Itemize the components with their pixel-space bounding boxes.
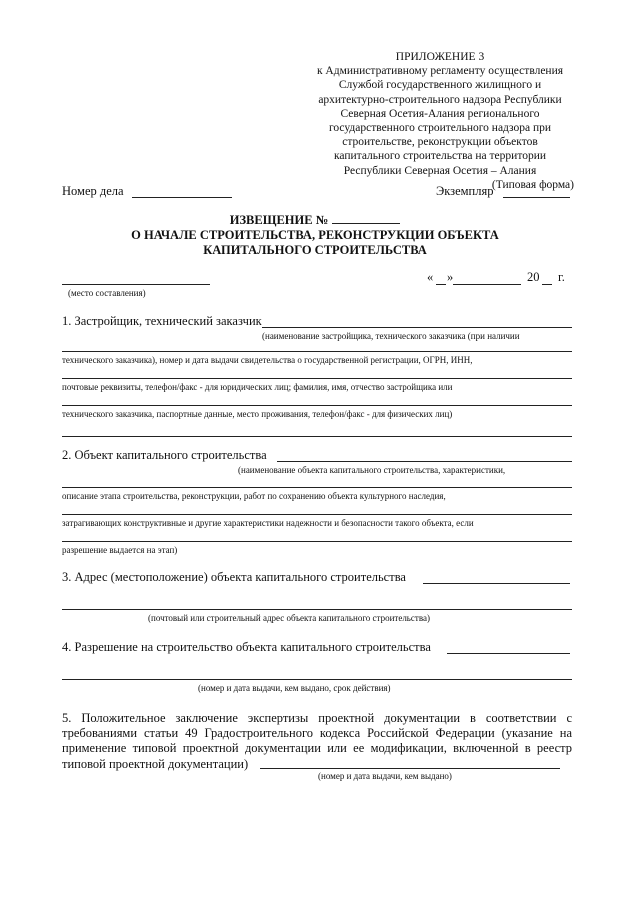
address-field[interactable] [423, 583, 570, 584]
expertise-field[interactable] [260, 768, 560, 769]
doc-title-line3: КАПИТАЛЬНОГО СТРОИТЕЛЬСТВА [203, 243, 427, 257]
month-field[interactable] [453, 284, 521, 285]
section5-line: 5. Положительное заключение экспертизы проектной документации в соответствии с [62, 711, 572, 725]
date-open-quote: « [427, 270, 434, 284]
developer-field[interactable] [262, 327, 572, 328]
section5-paragraph [62, 711, 572, 772]
section1-hint: технического заказчика), номер и дата выдачи свидетельства о государственной регистрации, ОГРН, ИНН, [62, 355, 473, 365]
section2-label: 2. Объект капитального строительства [62, 448, 267, 462]
permit-field[interactable] [447, 653, 570, 654]
annex-line: Службой государственного жилищного и [338, 79, 542, 92]
section1-hint: технического заказчика, паспортные данные, место проживания, телефон/факс - для физических лиц) [62, 409, 453, 419]
section3-hint: (почтовый или строительный адрес объекта капитального строительства) [148, 613, 430, 623]
annex-line: ПРИЛОЖЕНИЕ 3 [395, 51, 485, 63]
doc-title-line1 [80, 213, 550, 228]
section2-hint: (наименование объекта капитального строительства, характеристики, [238, 465, 506, 475]
developer-field-line[interactable] [62, 436, 572, 437]
form-type-label: (Типовая форма) [491, 178, 574, 191]
section4-hint: (номер и дата выдачи, кем выдано, срок действия) [198, 683, 391, 693]
place-field[interactable] [62, 284, 210, 285]
year-suffix: г. [558, 270, 565, 284]
section2-hint: разрешение выдается на этап) [62, 545, 178, 555]
section1-label: 1. Застройщик, технический заказчик [62, 314, 262, 328]
year-field[interactable] [542, 284, 552, 285]
section5-line: требованиями статьи 49 Градостроительного кодекса Российской Федерации (указание на [62, 726, 572, 741]
section5-line: применение типовой проектной документации или ее модификации, включенной в реестр [62, 741, 572, 756]
annex-line: к Административному регламенту осуществления [316, 65, 564, 78]
annex-header [300, 50, 580, 192]
annex-line: капитального строительства на территории [333, 150, 546, 163]
section1-hint: почтовые реквизиты, телефон/факс - для юридических лиц; фамилия, имя, отчество застройщика или [62, 382, 453, 392]
section2-hint: затрагивающих конструктивные и другие характеристики надежности и безопасности такого объекта, если [62, 518, 474, 528]
section5-hint: (номер и дата выдачи, кем выдано) [318, 771, 452, 781]
object-field[interactable] [277, 461, 572, 462]
object-field-line[interactable] [62, 487, 572, 488]
permit-field-line[interactable] [62, 679, 572, 680]
developer-field-line[interactable] [62, 378, 572, 379]
developer-field-line[interactable] [62, 351, 572, 352]
place-caption: (место составления) [68, 288, 146, 298]
year-prefix: 20 [527, 270, 540, 284]
copy-field[interactable] [503, 197, 570, 198]
date-close-quote: » [447, 270, 454, 284]
section2-hint: описание этапа строительства, реконструкции, работ по сохранению объекта культурного наследия, [62, 491, 446, 501]
section5-line: типовой проектной документации) [62, 756, 249, 771]
section3-label: 3. Адрес (местоположение) объекта капитального строительства [62, 570, 406, 584]
annex-line: архитектурно-строительного надзора Республики [318, 93, 562, 106]
copy-label: Экземпляр [436, 184, 494, 198]
case-number-label: Номер дела [62, 184, 124, 198]
object-field-line[interactable] [62, 541, 572, 542]
annex-line: строительстве, реконструкции объектов [342, 136, 538, 149]
annex-line: Республики Северная Осетия – Алания [343, 164, 537, 177]
notice-number-label: ИЗВЕЩЕНИЕ № [229, 213, 329, 227]
annex-line: государственного строительного надзора при [328, 122, 552, 135]
object-field-line[interactable] [62, 514, 572, 515]
section4-label: 4. Разрешение на строительство объекта капитального строительства [62, 640, 431, 654]
notice-number-field[interactable] [332, 213, 400, 224]
day-field[interactable] [436, 284, 446, 285]
doc-title-line2: О НАЧАЛЕ СТРОИТЕЛЬСТВА, РЕКОНСТРУКЦИИ ОБЪЕКТА [131, 228, 499, 242]
annex-line: Северная Осетия-Алания регионального [340, 107, 540, 120]
address-field-line[interactable] [62, 609, 572, 610]
case-number-field[interactable] [132, 197, 232, 198]
developer-field-line[interactable] [62, 405, 572, 406]
section1-hint: (наименование застройщика, технического заказчика (при наличии [262, 331, 520, 341]
